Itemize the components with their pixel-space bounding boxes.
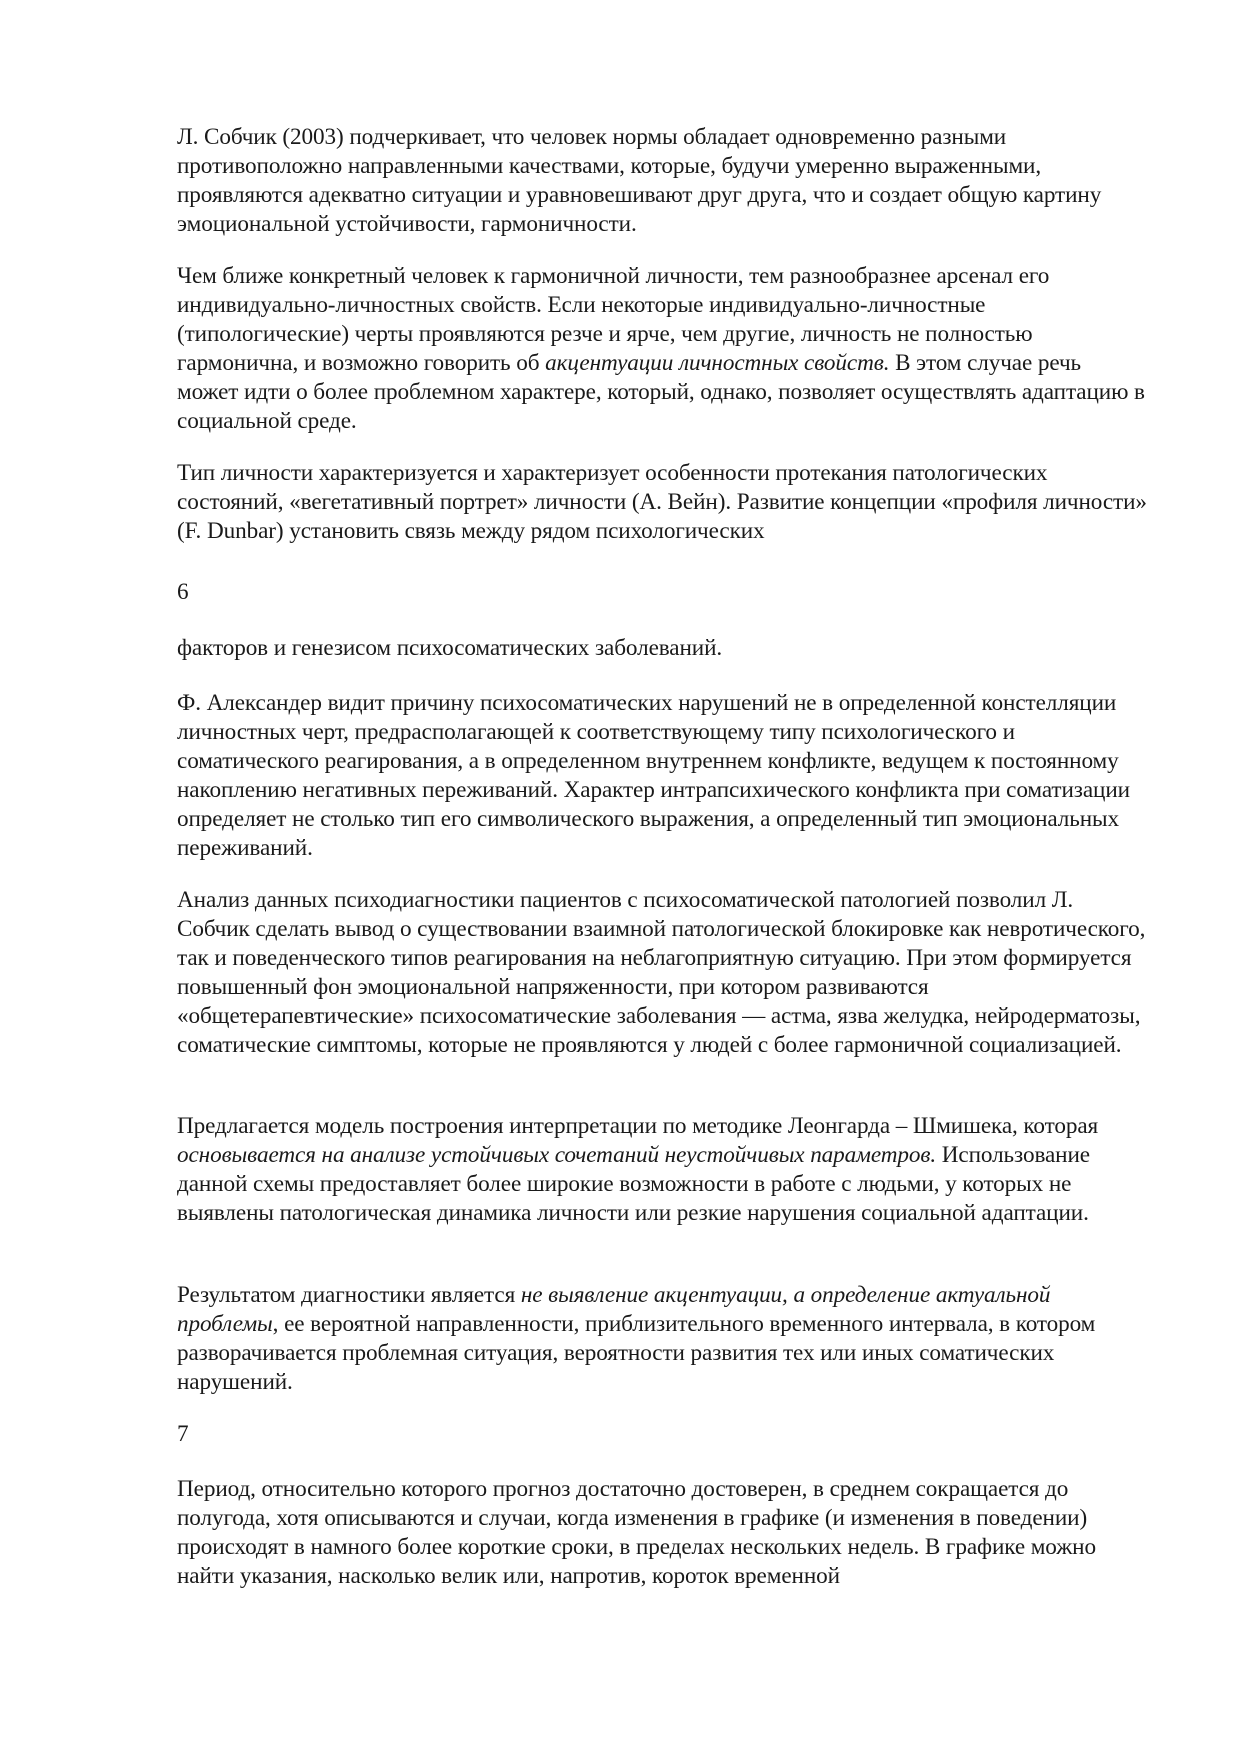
paragraph-2-italic: акцентуации личностных свойств. [545, 350, 890, 376]
paragraph-6-text: Анализ данных психодиагностики пациентов с психосоматической патологией позволил Л. Собчик сделать вывод о существовании взаимной патологической блокировке как невротического, так и поведенческого типов реагирования на неблагоприятную ситуацию. При этом формируется повышенный фон эмоциональной напряженности, при котором развиваются «общетерапевтические» психосоматические заболевания — астма, язва желудка, нейродерматозы, соматические симптомы, которые не проявляются у людей с более гармоничной социализацией. [177, 887, 1146, 1058]
paragraph-7-text [177, 1112, 1147, 1228]
paragraph-8 [177, 1281, 1147, 1397]
paragraph-2-before: Чем ближе конкретный человек к гармоничной личности, тем разнообразнее арсенал его индивидуально-личностных свойств. Если некоторые индивидуально-личностные (типологические) черты проявляются резче и ярче, чем другие, личность не полностью гармонична, и возможно говорить об [177, 263, 1050, 376]
paragraph-9 [177, 1475, 1147, 1591]
paragraph-5 [177, 689, 1147, 863]
paragraph-5-text: Ф. Александер видит причину психосоматических нарушений не в определенной констелляции личностных черт, предрасполагающей к соответствующему типу психологического и соматического реагирования, а в определенном внутреннем конфликте, ведущем к постоянному накоплению негативных переживаний. Характер интрапсихического конфликта при соматизации определяет не столько тип его символического выражения, а определенный тип эмоциональных переживаний. [177, 690, 1130, 861]
paragraph-2-text [177, 262, 1147, 436]
paragraph-8-italic: не выявление акцентуации, а определение актуальной проблемы [177, 1282, 1051, 1337]
paragraph-9-text: Период, относительно которого прогноз достаточно достоверен, в среднем сокращается до полугода, хотя описываются и случаи, когда изменения в графике (и изменения в поведении) происходят в намного более короткие сроки, в пределах нескольких недель. В графике можно найти указания, насколько велик или, напротив, короток временной [177, 1476, 1096, 1589]
paragraph-8-after: , ее вероятной направленности, приблизительного временного интервала, в котором разворачивается проблемная ситуация, вероятности развития тех или иных соматических нарушений. [177, 1311, 1096, 1395]
page-number-6: 6 [177, 579, 189, 605]
paragraph-4 [177, 634, 1147, 663]
paragraph-7-before: Предлагается модель построения интерпретации по методике Леонгарда – Шмишека, которая [177, 1113, 1099, 1139]
paragraph-8-before: Результатом диагностики является [177, 1282, 521, 1308]
paragraph-7 [177, 1112, 1147, 1228]
page-number-7: 7 [177, 1421, 189, 1447]
paragraph-8-text [177, 1281, 1147, 1397]
paragraph-7-after: Использование данной схемы предоставляет более широкие возможности в работе с людьми, у которых не выявлены патологическая динамика личности или резкие нарушения социальной адаптации. [177, 1142, 1090, 1226]
paragraph-1-text: Л. Собчик (2003) подчеркивает, что человек нормы обладает одновременно разными противоположно направленными качествами, которые, будучи умеренно выраженными, проявляются адекватно ситуации и уравновешивают друг друга, что и создает общую картину эмоциональной устойчивости, гармоничности. [177, 124, 1102, 237]
paragraph-7-italic: основывается на анализе устойчивых сочетаний неустойчивых параметров. [177, 1142, 937, 1168]
paragraph-1 [177, 123, 1147, 239]
paragraph-2-after: В этом случае речь может идти о более проблемном характере, который, однако, позволяет осуществлять адаптацию в социальной среде. [177, 350, 1145, 434]
paragraph-6 [177, 886, 1147, 1060]
paragraph-4-text: факторов и генезисом психосоматических заболеваний. [177, 635, 723, 661]
paragraph-3-text: Тип личности характеризуется и характеризует особенности протекания патологических состояний, «вегетативный портрет» личности (А. Вейн). Развитие концепции «профиля личности» (F. Dunbar) установить связь между рядом психологических [177, 460, 1147, 544]
paragraph-2 [177, 262, 1147, 436]
paragraph-3 [177, 459, 1147, 546]
